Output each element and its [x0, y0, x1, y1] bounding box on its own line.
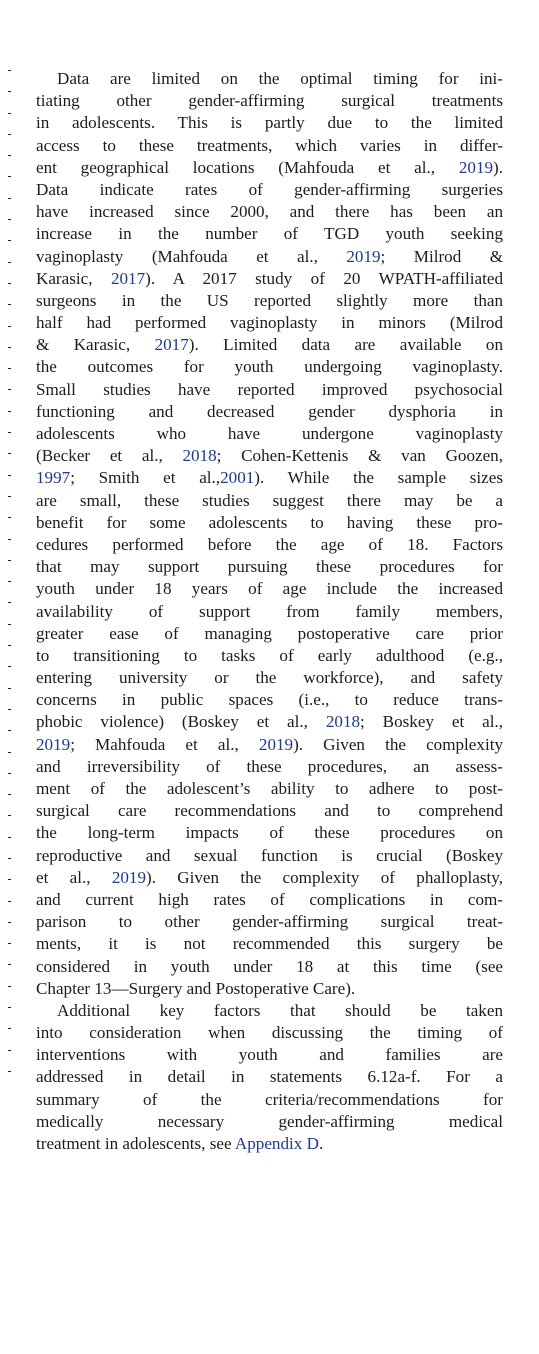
text-segment: ).	[493, 157, 503, 177]
text-line	[36, 1066, 503, 1088]
text-segment: ent geographical locations (Mahfouda et al.,	[36, 157, 459, 177]
text-line	[36, 312, 503, 334]
appendix-link[interactable]: Appendix D	[234, 1134, 319, 1153]
text-line	[36, 68, 503, 90]
text-segment: Chapter 13—Surgery and Postoperative Care).	[36, 978, 356, 998]
citation-year-link[interactable]: 2017	[154, 335, 189, 355]
text-segment: and irreversibility of these procedures, an assess-	[36, 756, 503, 776]
text-segment: ; Boskey et al.,	[360, 712, 503, 732]
text-segment: tiating other gender-affirming surgical treatments	[36, 91, 503, 111]
text-line	[36, 268, 503, 290]
text-line	[36, 867, 503, 889]
text-segment: adolescents who have undergone vaginoplasty	[36, 424, 503, 443]
text-segment: entering university or the workforce), and safety	[36, 668, 503, 688]
citation-year-link[interactable]: 2017	[110, 268, 146, 288]
text-line	[36, 778, 503, 800]
text-segment: half had performed vaginoplasty in minors (Milrod	[36, 313, 503, 333]
text-segment: Data indicate rates of gender-affirming surgeries	[36, 179, 503, 199]
text-segment: phobic violence) (Boskey et al.,	[36, 712, 326, 732]
text-line	[36, 756, 503, 778]
text-line	[36, 201, 503, 223]
citation-year-link[interactable]: 2018	[325, 712, 361, 732]
text-segment: Small studies have reported improved psychosocial	[36, 379, 503, 399]
text-line	[36, 356, 503, 378]
text-line	[36, 246, 503, 268]
text-line	[36, 1022, 503, 1044]
text-line	[36, 556, 503, 578]
text-line	[36, 645, 503, 667]
text-line	[36, 423, 503, 445]
text-line	[36, 1000, 503, 1022]
citation-year-link[interactable]: 2019	[36, 734, 71, 754]
text-segment: vaginoplasty (Mahfouda et al.,	[36, 246, 347, 266]
text-segment: access to these treatments, which varies in differ-	[36, 135, 503, 155]
text-segment: Data are limited on the optimal timing for ini-	[57, 69, 503, 88]
text-segment: Karasic,	[36, 268, 111, 288]
citation-year-link[interactable]: 2019	[458, 157, 494, 177]
citation-year-link[interactable]: 2001	[220, 468, 255, 488]
text-line	[36, 889, 503, 911]
text-segment: surgical care recommendations and to comprehend	[36, 801, 503, 821]
text-segment: benefit for some adolescents to having these pro-	[36, 512, 503, 532]
text-segment: the outcomes for youth undergoing vaginoplasty.	[36, 357, 503, 377]
text-segment: to transitioning to tasks of early adulthood (e.g.,	[36, 645, 503, 665]
text-line	[36, 1044, 503, 1066]
text-line	[36, 290, 503, 312]
text-segment: Additional key factors that should be taken	[57, 1000, 503, 1020]
text-segment: increase in the number of TGD youth seeking	[36, 224, 503, 244]
citation-year-link[interactable]: 1997	[36, 468, 71, 488]
text-line	[36, 1089, 503, 1111]
text-line	[36, 90, 503, 112]
text-line	[36, 334, 503, 356]
text-segment: considered in youth under 18 at this time (see	[36, 956, 503, 976]
text-segment: cedures performed before the age of 18. Factors	[36, 534, 503, 554]
citation-year-link[interactable]: 2019	[346, 246, 381, 266]
text-line	[36, 800, 503, 822]
text-segment: youth under 18 years of age include the increased	[36, 579, 503, 599]
text-column	[36, 68, 503, 1155]
text-segment: into consideration when discussing the timing of	[36, 1023, 503, 1043]
text-segment: ). Limited data are available on	[188, 335, 503, 355]
text-segment: reproductive and sexual function is crucial (Boskey	[36, 845, 503, 865]
text-segment: ). While the sample sizes	[254, 468, 503, 488]
text-line	[36, 623, 503, 645]
text-segment: ments, it is not recommended this surgery be	[36, 934, 503, 954]
text-segment: functioning and decreased gender dysphoria in	[36, 401, 503, 421]
text-segment: ; Milrod &	[380, 246, 503, 266]
text-segment: (Becker et al.,	[36, 446, 183, 466]
text-line	[36, 135, 503, 157]
text-segment: addressed in detail in statements 6.12a-f. For a	[36, 1067, 503, 1087]
adjacent-column-edge	[0, 70, 14, 1092]
text-segment: greater ease of managing postoperative care prior	[36, 623, 503, 643]
text-segment: concerns in public spaces (i.e., to reduce trans-	[36, 690, 503, 710]
text-segment: ment of the adolescent’s ability to adhere to post-	[36, 779, 503, 798]
text-line	[36, 578, 503, 600]
text-line	[36, 601, 503, 623]
text-line	[36, 911, 503, 933]
text-segment: and current high rates of complications in com-	[36, 889, 503, 909]
text-line	[36, 534, 503, 556]
text-segment: medically necessary gender-affirming medical	[36, 1111, 503, 1131]
text-line	[36, 223, 503, 245]
text-segment: treatment in adolescents, see	[36, 1134, 235, 1153]
text-segment: the long-term impacts of these procedures on	[36, 823, 503, 843]
text-segment: have increased since 2000, and there has been an	[36, 202, 503, 222]
text-segment: interventions with youth and families are	[36, 1045, 503, 1065]
text-line	[36, 179, 503, 201]
citation-year-link[interactable]: 2019	[111, 867, 147, 887]
text-line	[36, 401, 503, 423]
text-line	[36, 490, 503, 512]
paragraph-timing-surgery	[36, 68, 503, 1000]
citation-year-link[interactable]: 2018	[182, 446, 217, 466]
text-segment: surgeons in the US reported slightly more than	[36, 290, 503, 310]
text-segment: parison to other gender-affirming surgical treat-	[36, 912, 503, 932]
text-line	[36, 711, 503, 733]
text-segment: ; Smith et al.,	[70, 468, 221, 488]
text-segment: & Karasic,	[36, 335, 155, 355]
text-segment: in adolescents. This is partly due to the limited	[36, 113, 503, 133]
citation-year-link[interactable]: 2019	[258, 734, 294, 754]
text-segment: ). Given the complexity of phalloplasty,	[146, 867, 503, 887]
text-line	[36, 845, 503, 867]
text-segment: are small, these studies suggest there may be a	[36, 490, 503, 510]
text-segment: ). A 2017 study of 20 WPATH-affiliated	[145, 268, 503, 288]
text-line	[36, 667, 503, 689]
paragraph-additional-factors	[36, 1000, 503, 1155]
text-line	[36, 956, 503, 978]
text-segment: availability of support from family members,	[36, 601, 503, 621]
text-line	[36, 445, 503, 467]
text-line	[36, 822, 503, 844]
text-segment: ; Cohen-Kettenis & van Goozen,	[216, 446, 503, 466]
text-segment: that may support pursuing these procedures for	[36, 557, 503, 577]
text-line	[36, 933, 503, 955]
text-line	[36, 734, 503, 756]
text-segment: ; Mahfouda et al.,	[70, 734, 259, 754]
text-segment: .	[318, 1134, 324, 1153]
text-line	[36, 112, 503, 134]
text-segment: ). Given the complexity	[293, 734, 503, 754]
text-line	[36, 1133, 503, 1155]
text-line	[36, 1111, 503, 1133]
text-line	[36, 978, 503, 1000]
text-line	[36, 512, 503, 534]
text-line	[36, 379, 503, 401]
text-segment: et al.,	[36, 867, 112, 887]
text-line	[36, 157, 503, 179]
text-line	[36, 467, 503, 489]
text-segment: summary of the criteria/recommendations for	[36, 1089, 503, 1109]
text-line	[36, 689, 503, 711]
